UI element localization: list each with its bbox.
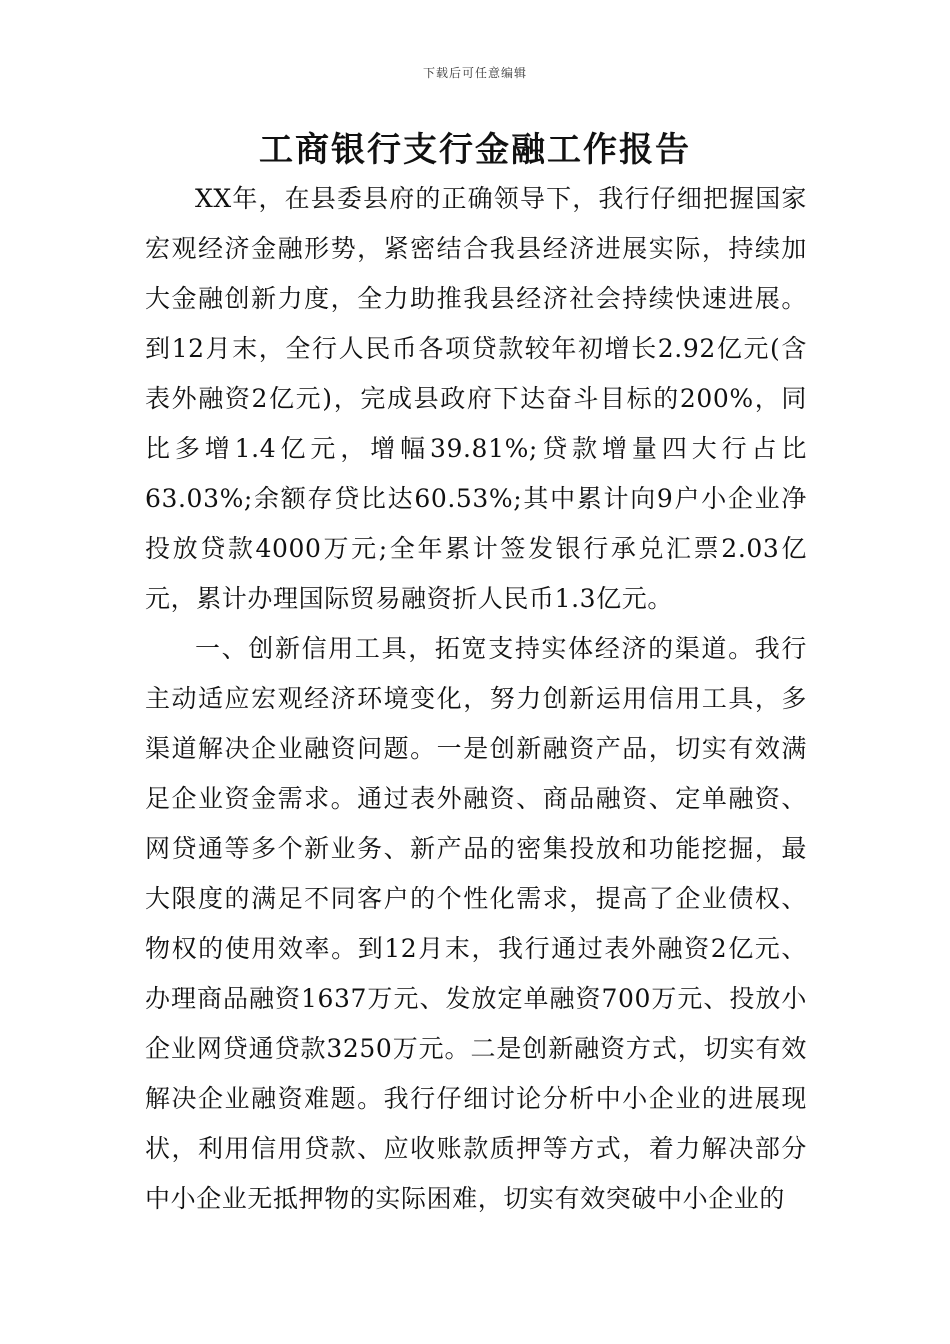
paragraph-credit-innovation: 一、创新信用工具，拓宽支持实体经济的渠道。我行主动适应宏观经济环境变化，努力创新运用信用工具，多渠道解决企业融资问题。一是创新融资产品，切实有效满足企业资金需求。通过表外融资、商品融资、定单融资、网贷通等多个新业务、新产品的密集投放和功能挖掘，最大限度的满足不同客户的个性化需求，提高了企业债权、物权的使用效率。到12月末，我行通过表外融资2亿元、办理商品融资1637万元、发放定单融资700万元、投放小企业网贷通贷款3250万元。二是创新融资方式，切实有效解决企业融资难题。我行仔细讨论分析中小企业的进展现状，利用信用贷款、应收账款质押等方式，着力解决部分中小企业无抵押物的实际困难，切实有效突破中小企业的 xyxy=(145,634,807,1213)
document-title: 工商银行支行金融工作报告 xyxy=(259,130,691,170)
document-body xyxy=(145,174,807,1224)
paragraph-summary: XX年，在县委县府的正确领导下，我行仔细把握国家宏观经济金融形势，紧密结合我县经济进展实际，持续加大金融创新力度，全力助推我县经济社会持续快速进展。到12月末，全行人民币各项贷款较年初增长2.92亿元(含表外融资2亿元)，完成县政府下达奋斗目标的200%，同比多增1.4亿元，增幅39.81%;贷款增量四大行占比63.03%;余额存贷比达60.53%;其中累计向9户小企业净投放贷款4000万元;全年累计签发银行承兑汇票2.03亿元，累计办理国际贸易融资折人民币1.3亿元。 xyxy=(145,184,807,613)
header-note: 下载后可任意编辑 xyxy=(422,66,527,80)
